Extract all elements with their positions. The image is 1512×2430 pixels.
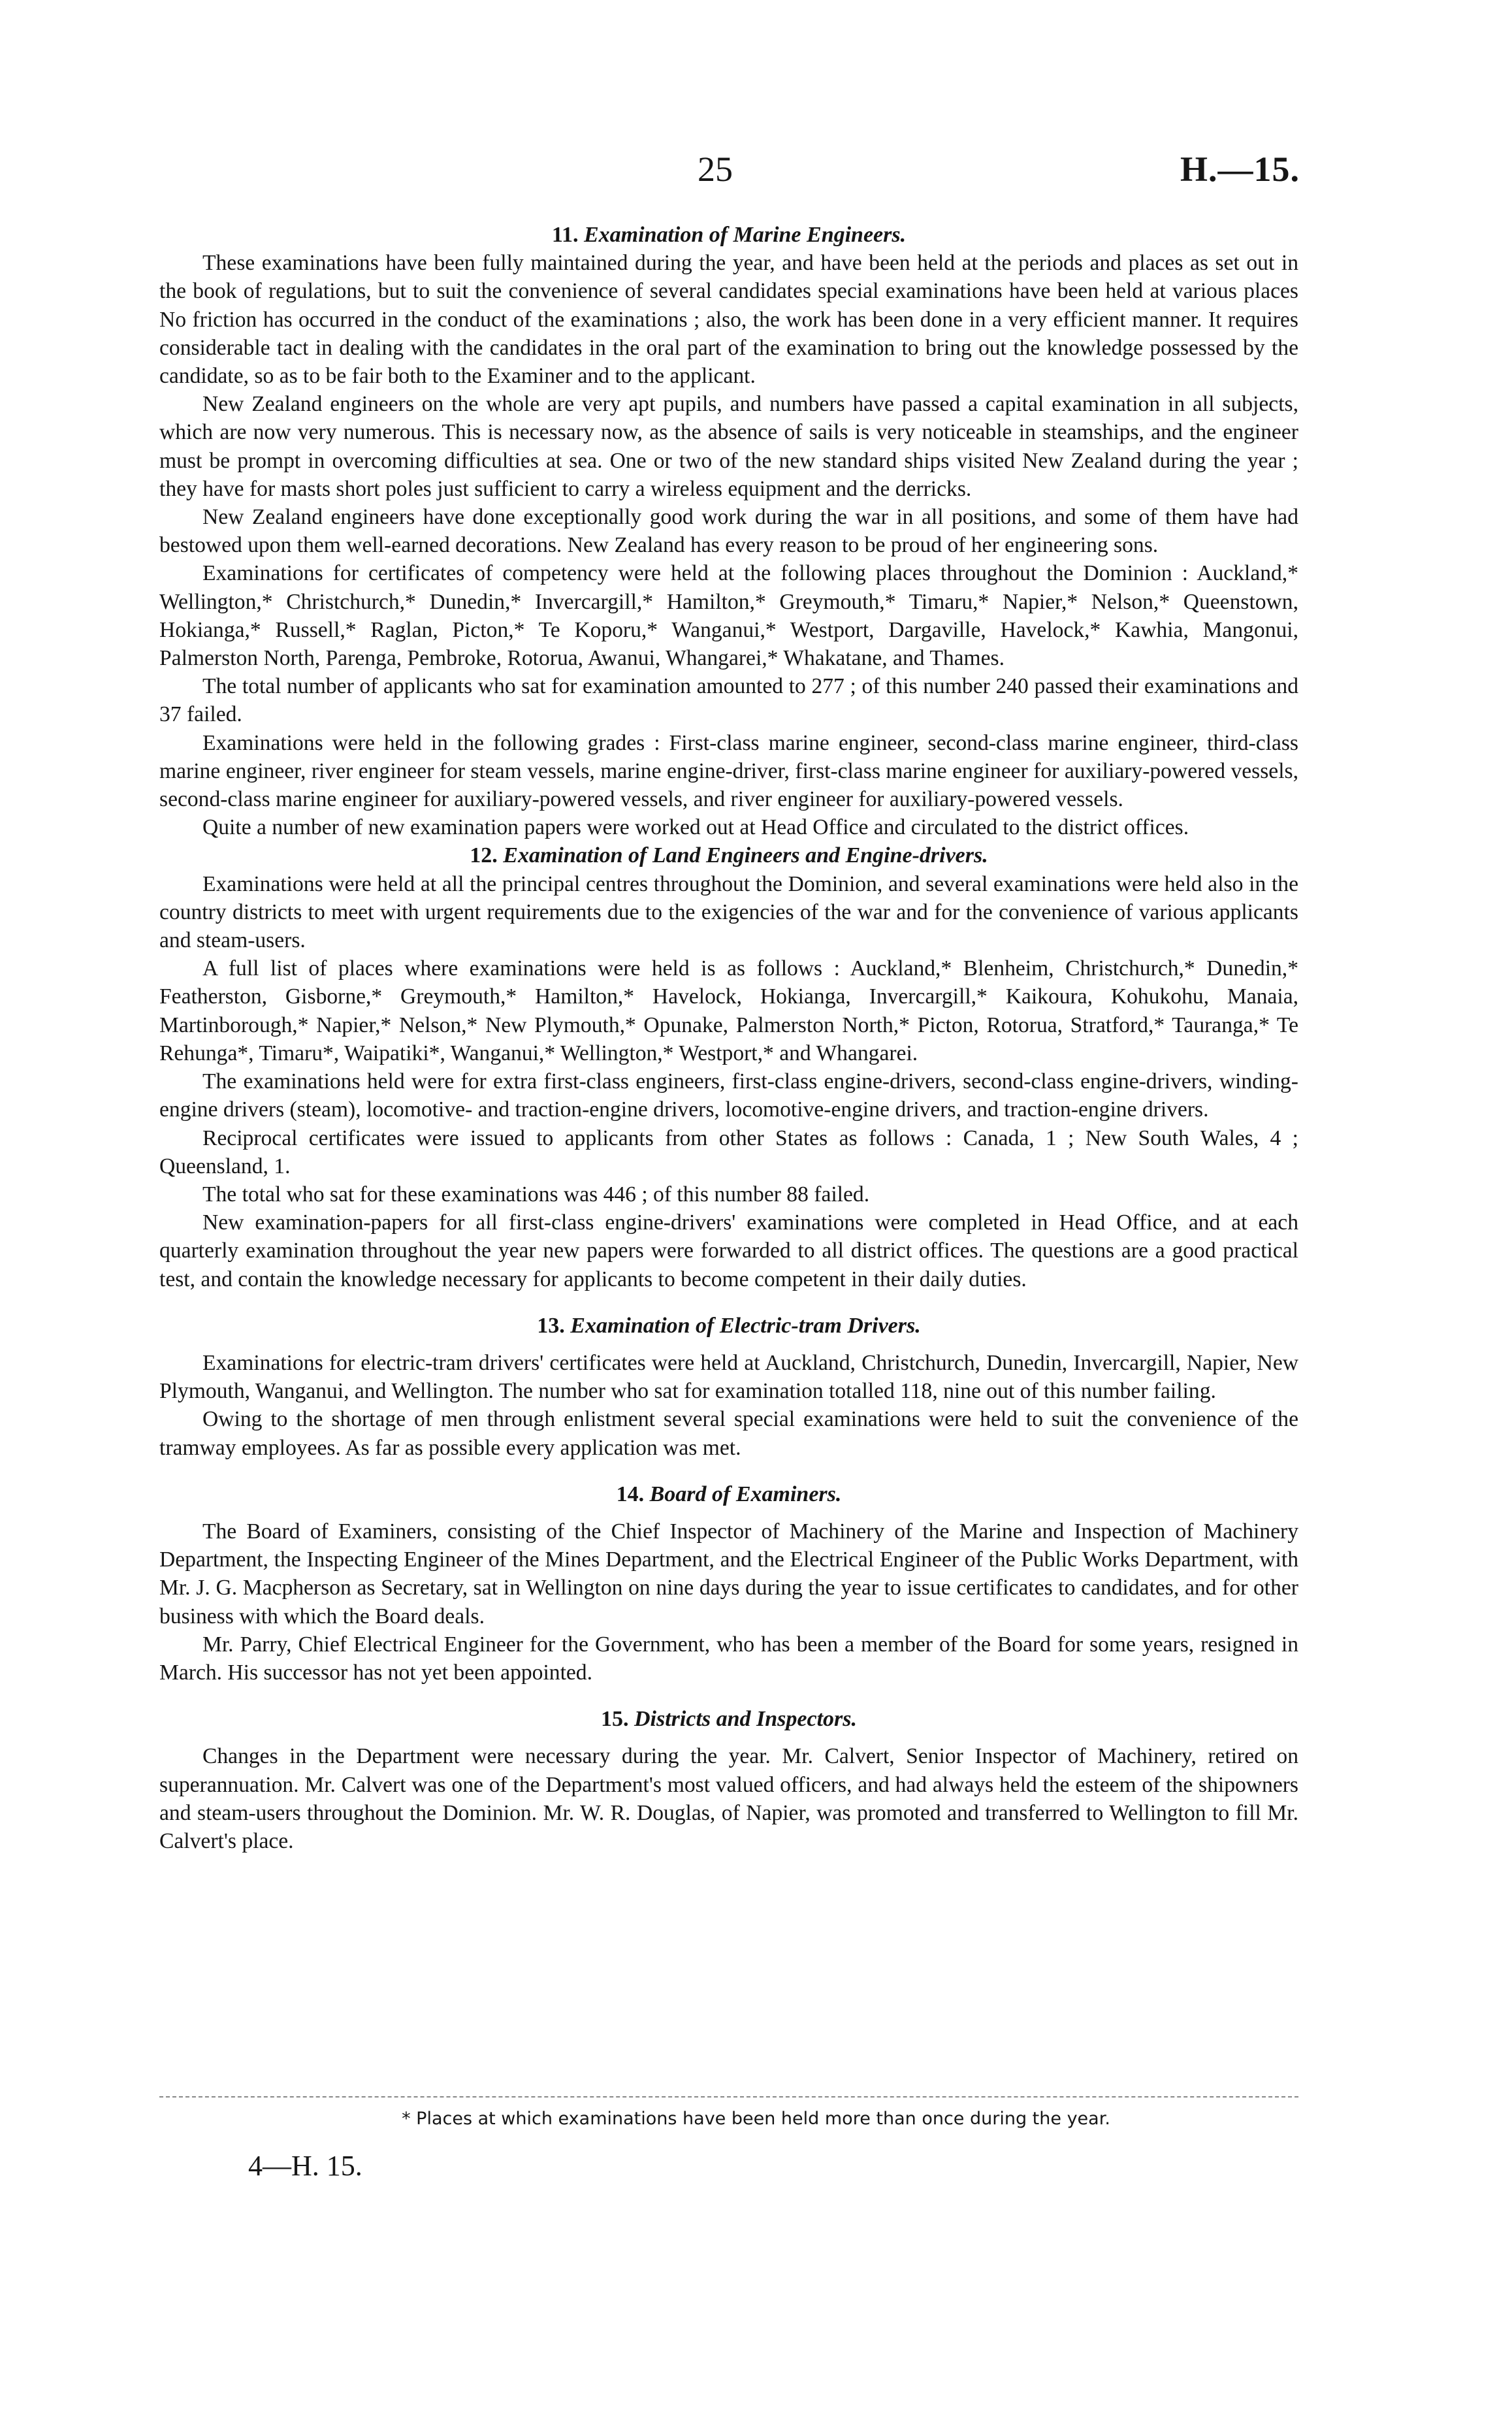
paragraph: These examinations have been fully maintained during the year, and have been held at the periods and places as set out in the book of regulations, but to suit the convenience of several candidates special examinations have been held at various places No friction has occurred in the conduct of the examinations ; also, the work has been done in a very efficient manner. It requires considerable tact in dealing with the candidates in the oral part of the examination to bring out the knowledge possessed by the candidate, so as to be fair both to the Examiner and to the applicant. bbox=[159, 251, 1298, 389]
paragraph: A full list of places where examinations were held is as follows : Auckland,* Blenheim, Christchurch,* Dunedin,* Featherston, Gisborne,* Greymouth,* Hamilton,* Havelock, Hokianga, Invercargill,* Kaikoura, Kohukohu, Manaia, Martinborough,* Napier,* Nelson,* New Plymouth,* Opunake, Palmerston North,* Picton, Rotorua, Stratford,* Tauranga,* Te Rehunga*, Timaru*, Waipatiki*, Wanganui,* Wellington,* Westport,* and Whangarei. bbox=[159, 956, 1298, 1065]
footnote-divider bbox=[159, 2096, 1298, 2098]
paragraph: New Zealand engineers have done exceptionally good work during the war in all positions, and some of them have had bestowed upon them well-earned decorations. New Zealand has every reason to be proud of her engineering sons. bbox=[159, 505, 1298, 558]
paragraph: Mr. Parry, Chief Electrical Engineer for the Government, who has been a member of the Board for some years, resigned in March. His successor has not yet been appointed. bbox=[159, 1632, 1298, 1685]
footnote: * Places at which examinations have been held more than once during the year. bbox=[402, 2109, 1110, 2129]
paragraph: Changes in the Department were necessary during the year. Mr. Calvert, Senior Inspector of Machinery, retired on superannuation. Mr. Calvert was one of the Department's most valued officers, and had always held the esteem of the shipowners and steam-users throughout the Dominion. Mr. W. R. Douglas, of Napier, was promoted and transferred to Wellington to fill Mr. Calvert's place. bbox=[159, 1744, 1298, 1853]
paragraph: Examinations were held at all the principal centres throughout the Dominion, and several examinations were held also in the country districts to meet with urgent requirements due to the exigencies of the war and for the convenience of various applicants and steam-users. bbox=[159, 871, 1298, 953]
paragraph: New examination-papers for all first-class engine-drivers' examinations were completed in Head Office, and at each quarterly examination throughout the year new papers were forwarded to all district offices. The questions are a good practical test, and contain the knowledge necessary for applicants to become competent in their daily duties. bbox=[159, 1210, 1298, 1291]
signature-mark: 4—H. 15. bbox=[248, 2150, 362, 2182]
section-heading: 14. Board of Examiners. bbox=[616, 1482, 842, 1506]
page-number: 25 bbox=[698, 150, 733, 189]
section-heading: 15. Districts and Inspectors. bbox=[601, 1707, 857, 1732]
paragraph: Owing to the shortage of men through enlistment several special examinations were held to suit the convenience of the tramway employees. As far as possible every application was met. bbox=[159, 1407, 1298, 1460]
paragraph: The examinations held were for extra first-class engineers, first-class engine-drivers, second-class engine-drivers, winding-engine drivers (steam), locomotive- and traction-engine drivers, locomotive-engine drivers, and traction-engine drivers. bbox=[159, 1069, 1298, 1122]
page-body bbox=[159, 221, 1298, 1855]
paragraph: The total who sat for these examinations was 446 ; of this number 88 failed. bbox=[202, 1182, 870, 1207]
paragraph: New Zealand engineers on the whole are very apt pupils, and numbers have passed a capital examination in all subjects, which are now very numerous. This is necessary now, as the absence of sails is very noticeable in steamships, and the engineer must be prompt in overcoming difficulties at sea. One or two of the new standard ships visited New Zealand during the year ; they have for masts short poles just sufficient to carry a wireless equipment and the derricks. bbox=[159, 392, 1298, 501]
section-heading: 11. Examination of Marine Engineers. bbox=[551, 223, 907, 247]
document-code: H.—15. bbox=[1180, 150, 1300, 189]
paragraph: Examinations for certificates of competency were held at the following places throughout the Dominion : Auckland,* Wellington,* Christchurch,* Dunedin,* Invercargill,* Hamilton,* Greymouth,* Timaru,* Napier,* Nelson,* Queenstown, Hokianga,* Russell,* Raglan, Picton,* Te Koporu,* Wanganui,* Westport, Dargaville, Havelock,* Kawhia, Mangonui, Palmerston North, Parenga, Pembroke, Rotorua, Awanui, Whangarei,* Whakatane, and Thames. bbox=[159, 561, 1298, 671]
paragraph: Examinations for electric-tram drivers' certificates were held at Auckland, Christchurch, Dunedin, Invercargill, Napier, New Plymouth, Wanganui, and Wellington. The number who sat for examination totalled 118, nine out of this number failing. bbox=[159, 1350, 1298, 1404]
paragraph: Quite a number of new examination papers were worked out at Head Office and circulated to the district offices. bbox=[202, 815, 1189, 840]
section-heading: 13. Examination of Electric-tram Drivers. bbox=[537, 1313, 921, 1338]
section-heading: 12. Examination of Land Engineers and Engine-drivers. bbox=[470, 843, 988, 868]
page-header bbox=[0, 149, 1512, 195]
paragraph: Examinations were held in the following grades : First-class marine engineer, second-class marine engineer, third-class marine engineer, river engineer for steam vessels, marine engine-driver, first-class marine engineer for auxiliary-powered vessels, second-class marine engineer for auxiliary-powered vessels, and river engineer for auxiliary-powered vessels. bbox=[159, 730, 1298, 812]
paragraph: The total number of applicants who sat for examination amounted to 277 ; of this number 240 passed their examinations and 37 failed. bbox=[159, 674, 1298, 727]
paragraph: The Board of Examiners, consisting of the Chief Inspector of Machinery of the Marine and Inspection of Machinery Department, the Inspecting Engineer of the Mines Department, and the Electrical Engineer of the Public Works Department, with Mr. J. G. Macpherson as Secretary, sat in Wellington on nine days during the year to issue certificates to candidates, and for other business with which the Board deals. bbox=[159, 1519, 1298, 1628]
paragraph: Reciprocal certificates were issued to applicants from other States as follows : Canada, 1 ; New South Wales, 4 ; Queensland, 1. bbox=[159, 1126, 1298, 1178]
